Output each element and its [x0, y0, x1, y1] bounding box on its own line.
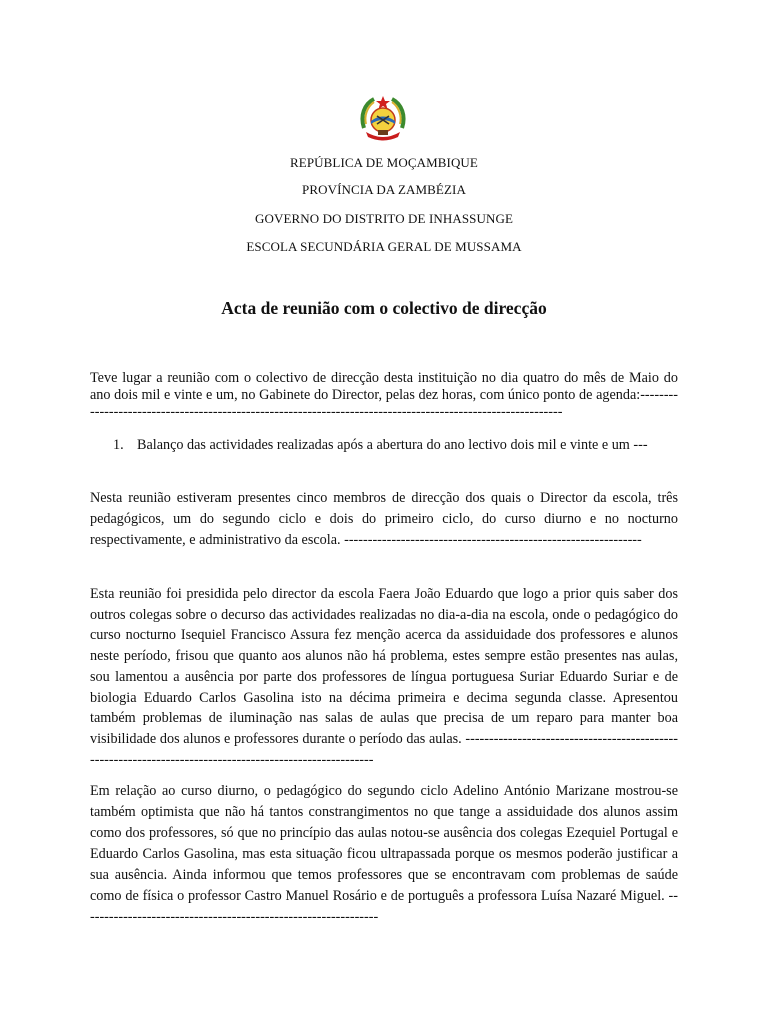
paragraph-intro: Teve lugar a reunião com o colectivo de direcção desta instituição no dia quatro do mês de Maio do ano dois mil e vinte e um, no Gabinete do Director, pelas dez horas, com único ponto de agenda:------------------------------------------------------------------------------------------------------------	[90, 370, 678, 420]
paragraph-day-course: Em relação ao curso diurno, o pedagógico do segundo ciclo Adelino António Marizane mostrou-se também optimista que não há tantos constrangimentos no que tange a assiduidade dos alunos assim como dos professores, só que no princípio das aulas notou-se ausência dos colegas Ezequiel Portugal e Eduardo Carlos Gasolina, mas esta situação ficou ultrapassada porque os mesmos poderão justificar a sua ausência. Ainda informou que temos professores que se encontravam com problemas de saúde como de física o professor Castro Manuel Rosário e de português a professora Luísa Nazaré Miguel. ---------------------------------------------------------------	[90, 783, 678, 925]
header-country: REPÚBLICA DE MOÇAMBIQUE	[290, 155, 478, 170]
agenda-item-number: 1.	[113, 437, 124, 453]
paragraph-attendance: Nesta reunião estiveram presentes cinco membros de direcção dos quais o Director da escola, três pedagógicos, um do segundo ciclo e dois do primeiro ciclo, do curso diurno e no nocturno respectivamente, e administrativo da escola. ---------------------------------------------------------------	[90, 490, 678, 548]
header-district: GOVERNO DO DISTRITO DE INHASSUNGE	[255, 211, 513, 226]
header-province: PROVÍNCIA DA ZAMBÉZIA	[302, 182, 466, 197]
agenda-item-text: Balanço das actividades realizadas após a abertura do ano lectivo dois mil e vinte e um ---	[137, 437, 648, 453]
mozambique-coat-of-arms-icon	[356, 94, 410, 144]
document-title: Acta de reunião com o colectivo de direcção	[221, 298, 547, 318]
paragraph-director-report: Esta reunião foi presidida pelo director da escola Faera João Eduardo que logo a prior quis saber dos outros colegas sobre o decurso das actividades realizadas no dia-a-dia na escola, onde o pedagógico do curso nocturno Isequiel Francisco Assura fez menção acerca da assiduidade dos professores e alunos neste período, frisou que quanto aos alunos não há problema, estes sempre estão presentes nas aulas, sou lamentou a ausência por parte dos professores de língua portuguesa Suriar Eduardo Suriar e de biologia Eduardo Carlos Gasolina isto na décima primeira e decima segunda classe. Apresentou também problemas de iluminação nas salas de aulas que precisa de um reparo para manter boa visibilidade dos alunos e professores durante o período das aulas. ---------------------------------------------------------------------------------------------------------	[90, 586, 678, 768]
agenda-item	[113, 437, 713, 454]
header-school: ESCOLA SECUNDÁRIA GERAL DE MUSSAMA	[246, 239, 522, 254]
